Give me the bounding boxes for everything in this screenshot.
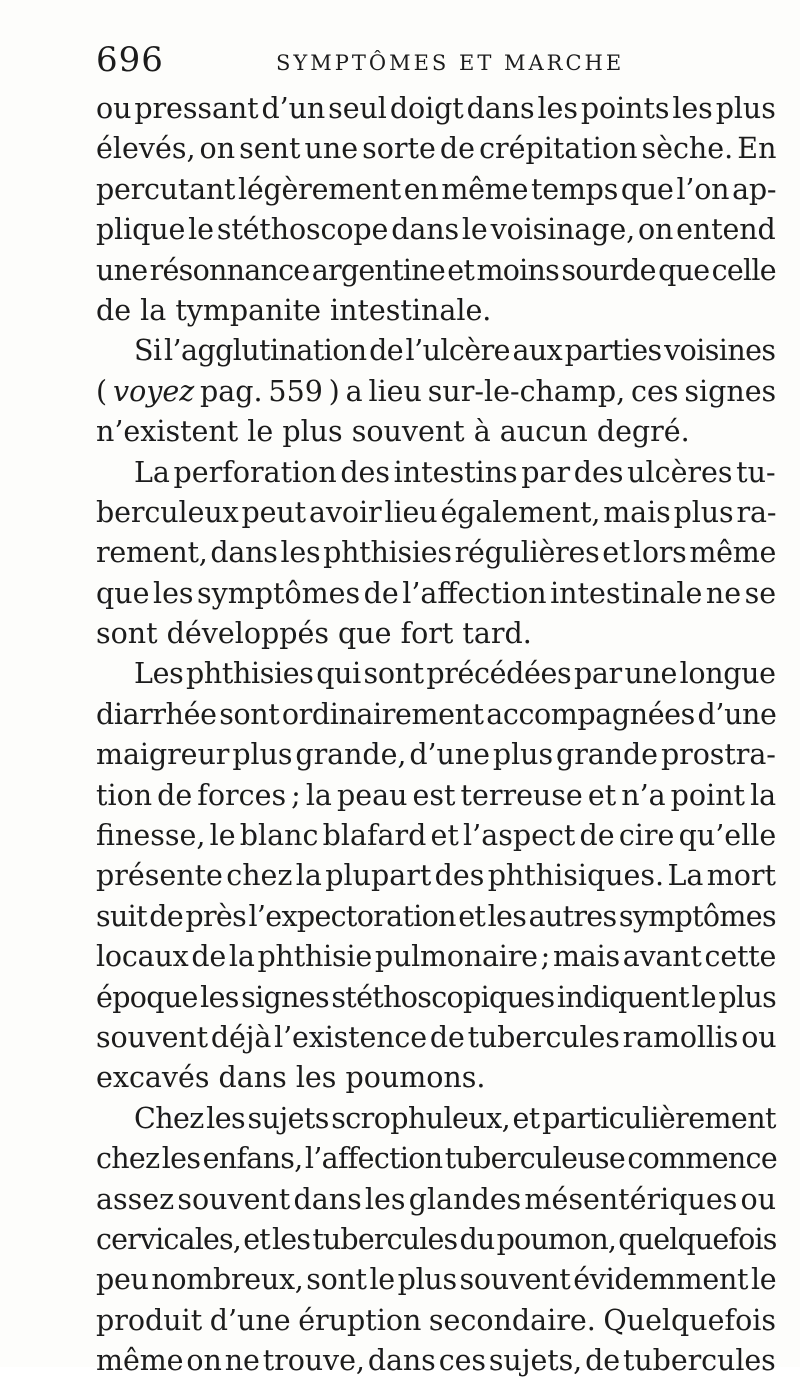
body-text bbox=[96, 89, 776, 1382]
text-line: peu nombreux, sont le plus souvent évidemment le bbox=[96, 1263, 777, 1297]
text-line: souvent déjà l’existence de tubercules ramollis ou bbox=[96, 1020, 777, 1054]
text-line: une résonnance argentine et moins sourde que celle bbox=[96, 253, 776, 287]
text-line: percutant légèrement en même temps que l’on ap- bbox=[96, 172, 777, 206]
text-line: ou pressant d’un seul doigt dans les points les plus bbox=[96, 92, 776, 125]
text-line: berculeux peut avoir lieu également, mais plus ra- bbox=[96, 495, 777, 529]
text-line: époque les signes stéthoscopiques indiquent le plus bbox=[96, 980, 777, 1014]
text-line: finesse, le blanc blafard et l’aspect de cire qu’elle bbox=[96, 819, 777, 853]
text-segment: ( bbox=[96, 374, 113, 408]
text-line: présente chez la plupart des phthisiques. La mort bbox=[96, 859, 776, 893]
text-line: plique le stéthoscope dans le voisinage, on entend bbox=[96, 213, 776, 247]
page-number: 696 bbox=[96, 40, 164, 80]
text-line: produit d’une éruption secondaire. Quelquefois bbox=[96, 1303, 776, 1337]
text-line: excavés dans les poumons. bbox=[96, 1061, 486, 1095]
text-line: que les symptômes de l’affection intestinale ne se bbox=[96, 576, 777, 610]
text-line: diarrhée sont ordinairement accompagnées d’une bbox=[96, 697, 777, 731]
page-header bbox=[96, 40, 756, 80]
text-line: élevés, on sent une sorte de crépitation sèche. En bbox=[96, 132, 777, 166]
text-line: Les phthisies qui sont précédées par une longue bbox=[134, 657, 776, 691]
text-line: assez souvent dans les glandes mésentériques ou bbox=[96, 1182, 777, 1216]
text-line: tion de forces ; la peau est terreuse et n’a point la bbox=[96, 778, 777, 812]
text-line: sont développés que fort tard. bbox=[96, 617, 532, 651]
italic-text: voyez bbox=[112, 374, 195, 408]
text-line: Si l’agglutination de l’ulcère aux parties voisines bbox=[134, 334, 776, 368]
text-line: locaux de la phthisie pulmonaire ; mais avant cette bbox=[96, 940, 777, 974]
running-title: SYMPTÔMES ET MARCHE bbox=[276, 51, 625, 75]
text-line: La perforation des intestins par des ulcères tu- bbox=[134, 455, 776, 489]
text-line: suit de près l’expectoration et les autres symptômes bbox=[96, 899, 776, 933]
text-line: cervicales, et les tubercules du poumon, quelquefois bbox=[96, 1222, 777, 1256]
text-line: de la tympanite intestinale. bbox=[96, 293, 492, 327]
text-line bbox=[96, 372, 776, 412]
text-line: maigreur plus grande, d’une plus grande prostra- bbox=[96, 738, 776, 772]
text-line: rement, dans les phthisies régulières et lors même bbox=[96, 536, 777, 570]
text-segment: pag. 559 ) a lieu sur-le-champ, ces signes bbox=[194, 374, 777, 408]
text-line: chez les enfans, l’affection tuberculeuse commence bbox=[96, 1142, 777, 1176]
text-line: n’existent le plus souvent à aucun degré. bbox=[96, 415, 690, 449]
text-line: Chez les sujets scrophuleux, et particulièrement bbox=[134, 1101, 776, 1135]
text-line: même on ne trouve, dans ces sujets, de tubercules bbox=[96, 1344, 776, 1378]
